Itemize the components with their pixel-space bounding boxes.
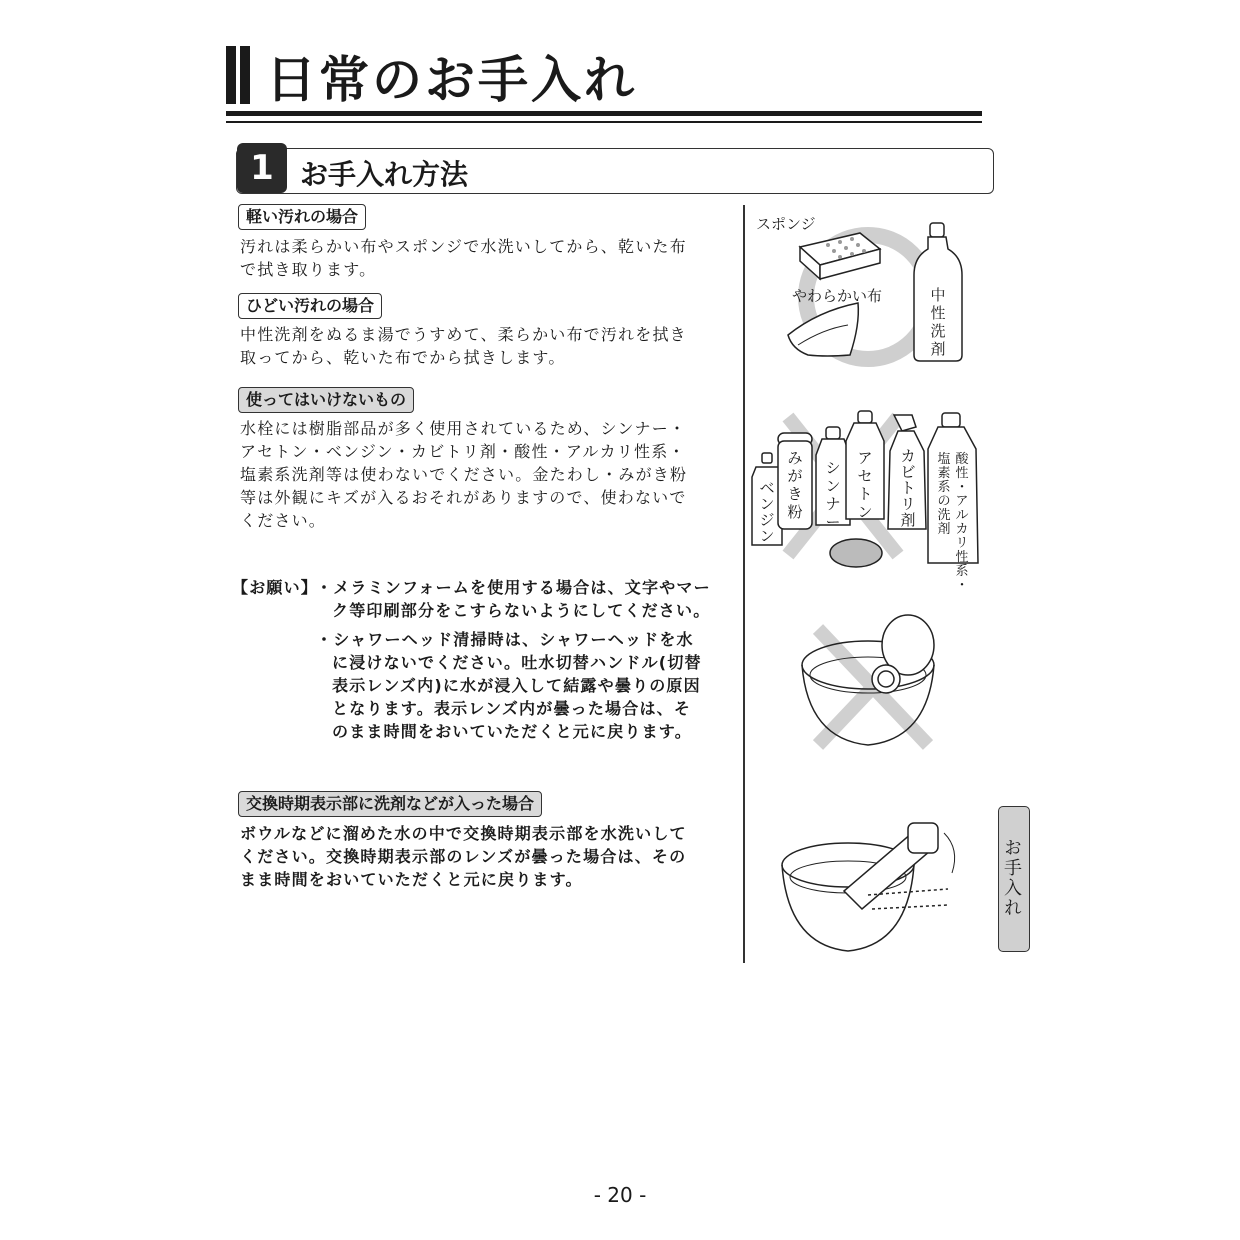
text-line: のまま時間をおいていただくと元に戻ります。 — [332, 722, 692, 741]
section-number: 1 — [237, 143, 287, 193]
illustrations — [748, 205, 998, 965]
svg-text:塩素系の洗剤: 塩素系の洗剤 — [937, 452, 951, 537]
text-line: 取ってから、乾いた布でから拭きします。 — [240, 348, 566, 367]
cloth-icon — [788, 303, 858, 356]
text-line: 表示レンズ内)に水が浸入して結露や曇りの原因 — [332, 676, 701, 695]
acid-label: 酸 — [955, 452, 969, 467]
chlorine-label: 塩 — [937, 452, 951, 467]
title-bar-marker — [226, 46, 254, 104]
side-tab-label: お手入れ — [1001, 838, 1022, 918]
text-line: ください。 — [240, 511, 327, 530]
text-line: ください。交換時期表示部のレンズが曇った場合は、その — [240, 847, 687, 866]
sponge-icon — [800, 233, 880, 279]
benzine-label: ベ — [759, 479, 775, 497]
ng-chemicals-illustration — [752, 411, 978, 593]
svg-text:ベンジン: ベンジン — [759, 479, 775, 545]
text-line: 塩素系洗剤等は使わないでください。金たわし・みがき粉 — [240, 465, 688, 484]
shower-head-icon — [872, 615, 934, 693]
svg-text:シンナー: シンナー — [825, 459, 841, 531]
text-line: に浸けないでください。吐水切替ハンドル(切替 — [332, 653, 702, 672]
request-tag: 【お願い】 — [232, 578, 319, 597]
page-number: - 20 - — [593, 1183, 647, 1207]
exchange-text — [240, 822, 687, 891]
prohibited-text — [240, 417, 687, 532]
polish-label: み — [787, 449, 803, 467]
text-line: となります。表示レンズ内が曇った場合は、そ — [332, 699, 692, 718]
svg-text:酸性・アルカリ性系・: 酸性・アルカリ性系・ — [955, 452, 969, 593]
text-line: まま時間をおいていただくと元に戻ります。 — [240, 870, 583, 889]
text-line: ・メラミンフォームを使用する場合は、文字やマー — [316, 578, 711, 597]
cloth-label: やわらかい布 — [792, 287, 883, 305]
svg-text:みがき粉: みがき粉 — [787, 449, 803, 521]
detergent-char: 中 — [930, 286, 946, 304]
text-line: 等は外観にキズが入るおそれがありますので、使わないで — [240, 488, 687, 507]
text-line: で拭き取ります。 — [240, 260, 377, 279]
heavy-dirt-text — [240, 323, 687, 369]
exchange-wash-illustration — [782, 823, 955, 951]
thinner-label: シ — [825, 459, 841, 477]
svg-text:カビトリ剤: カビトリ剤 — [900, 447, 916, 529]
steel-wool-icon — [830, 539, 882, 567]
request-item-melamine — [316, 576, 711, 622]
text-line: アセトン・ベンジン・カビトリ剤・酸性・アルカリ性系・ — [240, 442, 686, 461]
text-line: 中性洗剤をぬるま湯でうすめて、柔らかい布で汚れを拭き — [240, 325, 687, 344]
column-divider — [743, 205, 745, 963]
text-line: ク等印刷部分をこすらないようにしてください。 — [332, 601, 711, 620]
svg-text:アセトン: アセトン — [857, 449, 873, 521]
text-line: ・シャワーヘッド清掃時は、シャワーヘッドを水 — [316, 630, 694, 649]
light-dirt-label: 軽い汚れの場合 — [238, 204, 366, 230]
heavy-dirt-label: ひどい汚れの場合 — [238, 293, 382, 319]
faucet-head-icon — [844, 823, 948, 909]
ok-illustration — [756, 215, 962, 361]
detergent-label: 中性洗剤 — [930, 286, 946, 358]
page-title: 日常のお手入れ — [266, 51, 637, 109]
light-dirt-text — [240, 235, 687, 281]
text-line: 水栓には樹脂部品が多く使用されているため、シンナー・ — [240, 419, 687, 438]
exchange-label: 交換時期表示部に洗剤などが入った場合 — [238, 791, 542, 817]
sponge-label: スポンジ — [756, 215, 816, 233]
title-rule-thin — [226, 121, 982, 123]
text-line: ボウルなどに溜めた水の中で交換時期表示部を水洗いして — [240, 824, 687, 843]
acetone-label: ア — [857, 449, 873, 467]
ng-shower-bowl-illustration — [802, 615, 934, 745]
request-item-shower — [316, 628, 702, 743]
section-title: お手入れ方法 — [300, 158, 469, 191]
mold-label: カ — [900, 447, 916, 465]
prohibited-label: 使ってはいけないもの — [238, 387, 414, 413]
title-rule-thick — [226, 111, 982, 116]
text-line: 汚れは柔らかい布やスポンジで水洗いしてから、乾いた布 — [240, 237, 687, 256]
